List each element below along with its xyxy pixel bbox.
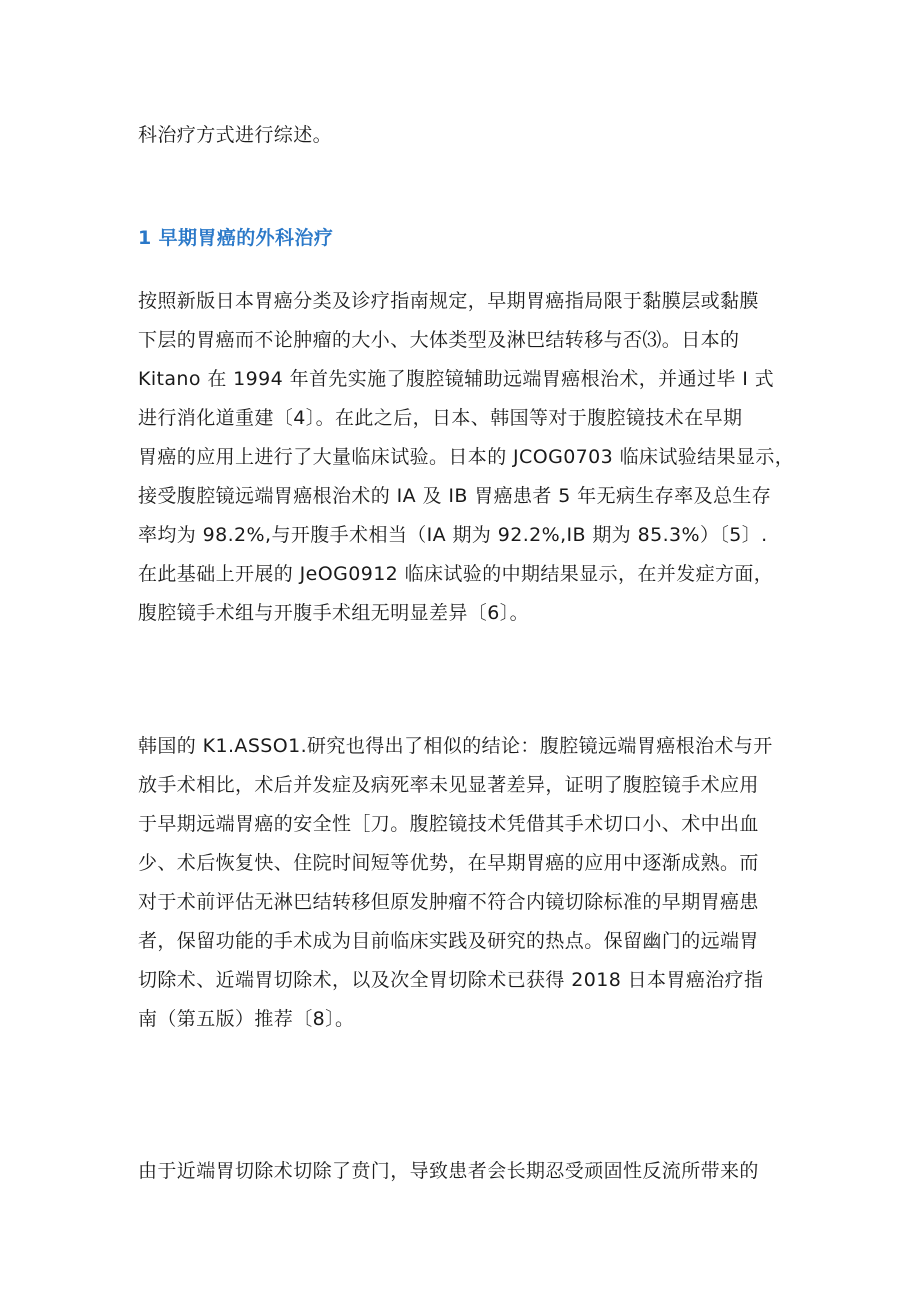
paragraph-line: 胃癌的应用上进行了大量临床试验。日本的 JCOG0703 临床试验结果显示， <box>138 446 795 468</box>
paragraph-line: 下层的胃癌而不论肿瘤的大小、大体类型及淋巴结转移与否⑶。日本的 <box>138 329 740 351</box>
paragraph-line: 放手术相比，术后并发症及病死率未见显著差异，证明了腹腔镜手术应用 <box>138 774 759 796</box>
paragraph-line: 由于近端胃切除术切除了贲门，导致患者会长期忍受顽固性反流所带来的 <box>138 1160 759 1182</box>
paragraph-line: 切除术、近端胃切除术，以及次全胃切除术已获得 2018 日本胃癌治疗指 <box>138 969 764 991</box>
paragraph-line: 者，保留功能的手术成为目前临床实践及研究的热点。保留幽门的远端胃 <box>138 930 759 952</box>
intro-text <box>138 116 798 155</box>
paragraph-line: 在此基础上开展的 JeOG0912 临床试验的中期结果显示，在并发症方面， <box>138 563 774 585</box>
paragraph-line: 于早期远端胃癌的安全性［刀。腹腔镜技术凭借其手术切口小、术中出血 <box>138 813 759 835</box>
paragraph-line: 对于术前评估无淋巴结转移但原发肿瘤不符合内镜切除标准的早期胃癌患 <box>138 891 759 913</box>
paragraph-line: 韩国的 K1.ASSO1.研究也得出了相似的结论：腹腔镜远端胃癌根治术与开 <box>138 735 773 757</box>
paragraph-line: 进行消化道重建〔4〕。在此之后，日本、韩国等对于腹腔镜技术在早期 <box>138 407 743 429</box>
paragraph-line: 腹腔镜手术组与开腹手术组无明显差异〔6〕。 <box>138 602 529 624</box>
paragraph-line: 南（第五版）推荐〔8〕。 <box>138 1008 355 1030</box>
paragraph-3 <box>138 1152 798 1191</box>
paragraph-line: Kitano 在 1994 年首先实施了腹腔镜辅助远端胃癌根治术，并通过毕 I 式 <box>138 368 775 390</box>
section-heading: 1 早期胃癌的外科治疗 <box>138 227 334 249</box>
paragraph-2 <box>138 727 798 1039</box>
paragraph-line: 少、术后恢复快、住院时间短等优势，在早期胃癌的应用中逐渐成熟。而 <box>138 852 759 874</box>
paragraph-line: 按照新版日本胃癌分类及诊疗指南规定，早期胃癌指局限于黏膜层或黏膜 <box>138 290 759 312</box>
paragraph-line: 接受腹腔镜远端胃癌根治术的 IA 及 IB 胃癌患者 5 年无病生存率及总生存 <box>138 485 772 507</box>
intro-line: 科治疗方式进行综述。 <box>138 124 333 146</box>
paragraph-line: 率均为 98.2%,与开腹手术相当（IA 期为 92.2%,IB 期为 85.3%）〔5〕. <box>138 524 768 546</box>
paragraph-1 <box>138 282 798 633</box>
